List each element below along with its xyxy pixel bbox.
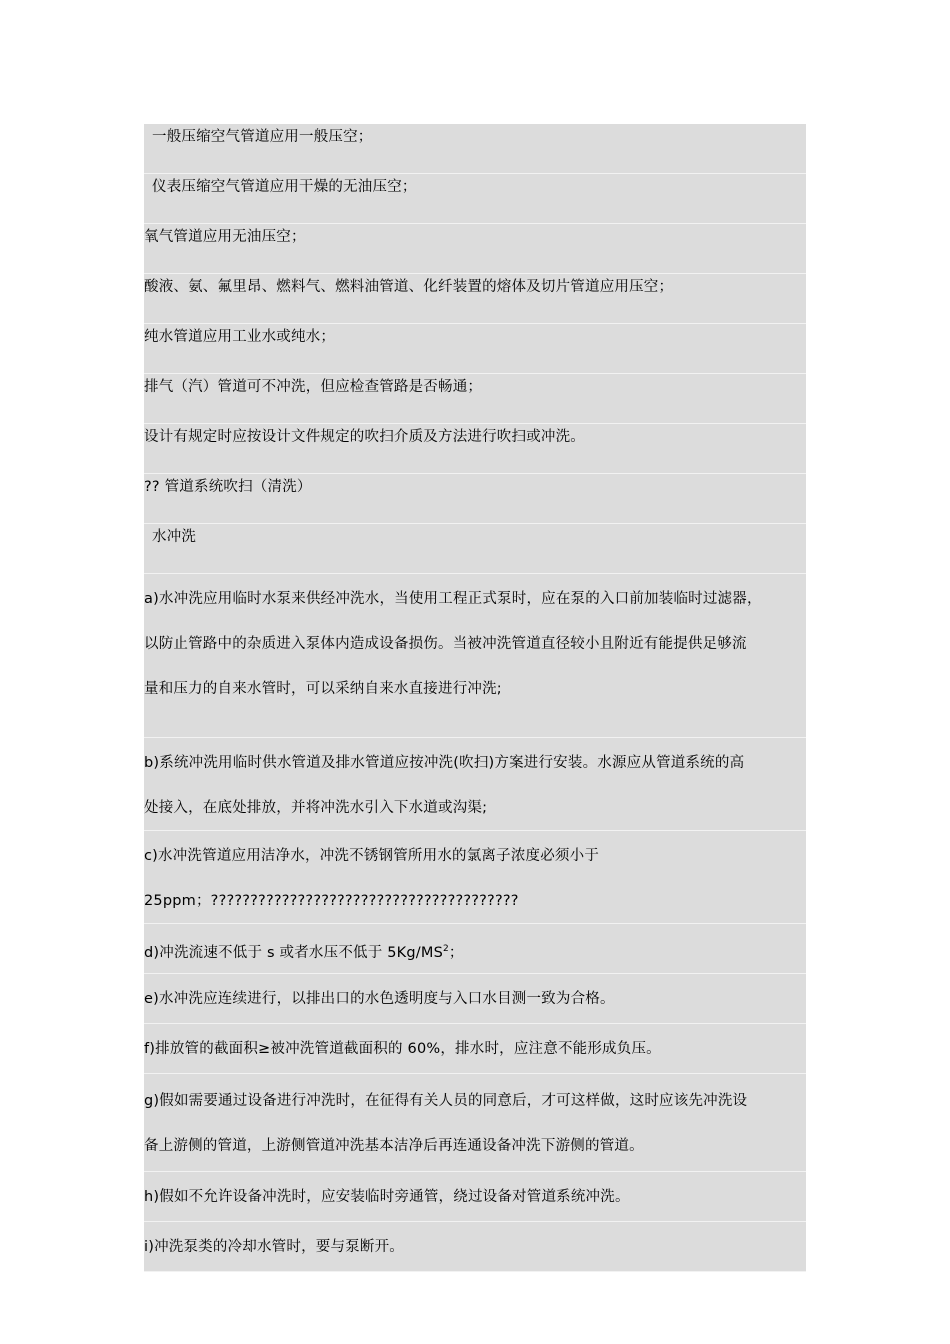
document-body [144,124,806,1272]
text-line: h)假如不允许设备冲洗时，应安装临时旁通管，绕过设备对管道系统冲洗。 [144,1172,806,1222]
text-line: 排气（汽）管道可不冲洗，但应检查管路是否畅通； [144,374,806,424]
text-line: c)水冲洗管道应用洁净水，冲洗不锈钢管所用水的氯离子浓度必须小于 [144,848,600,864]
text-line: 一般压缩空气管道应用一般压空； [144,124,806,174]
text-line: g)假如需要通过设备进行冲洗时，在征得有关人员的同意后，才可这样做，这时应该先冲洗设 [144,1093,748,1109]
text-line: 设计有规定时应按设计文件规定的吹扫介质及方法进行吹扫或冲洗。 [144,424,806,474]
paragraph-c [144,831,806,924]
text-line: 以防止管路中的杂质进入泵体内造成设备损伤。当被冲洗管道直径较小且附近有能提供足够流 [144,636,747,652]
text-line: e)水冲洗应连续进行，以排出口的水色透明度与入口水目测一致为合格。 [144,974,806,1024]
paragraph-a [144,574,806,738]
text-line: 酸液、氨、氟里昂、燃料气、燃料油管道、化纤装置的熔体及切片管道应用压空； [144,274,806,324]
paragraph-g [144,1074,806,1172]
superscript: 2 [442,944,449,954]
text-line: 25ppm；??????????????????????????????????????? [144,893,519,909]
text-line: f)排放管的截面积≥被冲洗管道截面积的 60%，排水时，应注意不能形成负压。 [144,1024,806,1074]
section-heading: ?? 管道系统吹扫（清洗） [144,474,806,524]
text-line: 氧气管道应用无油压空； [144,224,806,274]
text-suffix: ； [448,944,464,961]
text-line: i)冲洗泵类的冷却水管时，要与泵断开。 [144,1222,806,1272]
text-line: b)系统冲洗用临时供水管道及排水管道应按冲洗(吹扫)方案进行安装。水源应从管道系统的高 [144,755,745,771]
subsection-heading: 水冲洗 [144,524,806,574]
text-line: 量和压力的自来水管时，可以采纳自来水直接进行冲洗; [144,681,502,697]
text-line: a)水冲洗应用临时水泵来供经冲洗水，当使用工程正式泵时，应在泵的入口前加装临时过滤器， [144,591,762,607]
text-line: 仪表压缩空气管道应用干燥的无油压空； [144,174,806,224]
text-line: 处接入，在底处排放，并将冲洗水引入下水道或沟渠; [144,800,488,816]
text-line: d)冲洗流速不低于 s 或者水压不低于 5Kg/MS [144,944,443,961]
text-line: 纯水管道应用工业水或纯水； [144,324,806,374]
paragraph-b [144,738,806,831]
text-line: 备上游侧的管道，上游侧管道冲洗基本洁净后再连通设备冲洗下游侧的管道。 [144,1138,644,1154]
paragraph-d [144,924,806,974]
